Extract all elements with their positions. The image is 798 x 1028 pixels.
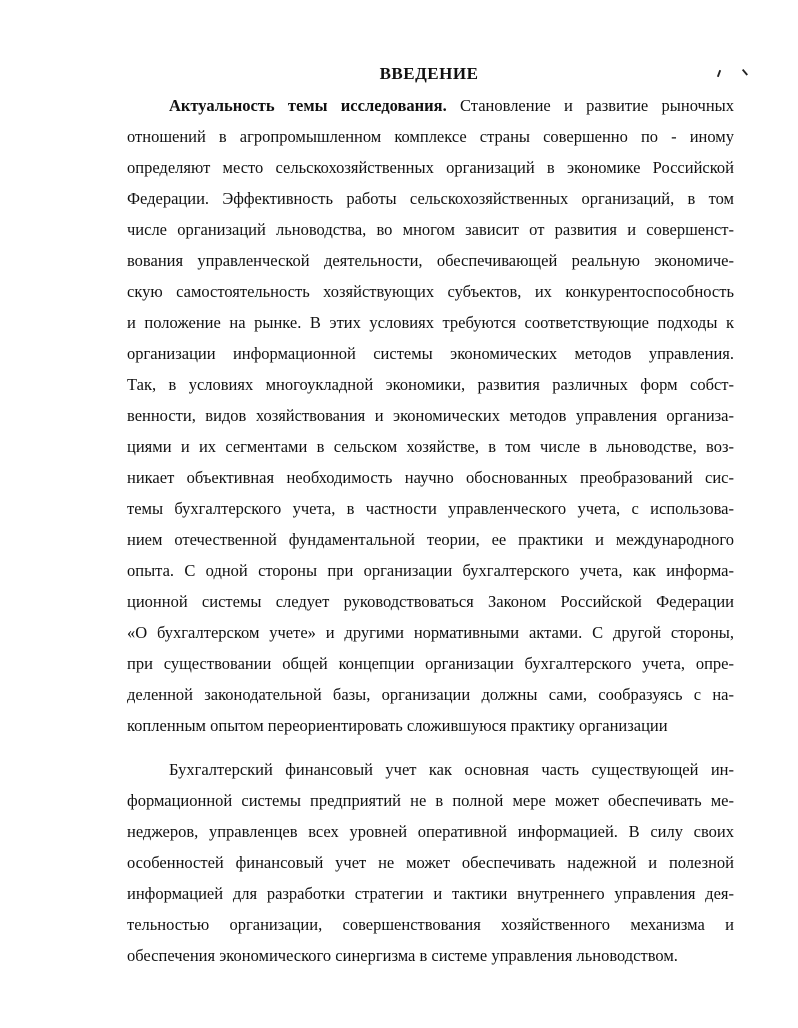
paragraph-line: обеспечения экономического синергизма в системе управления льноводством. (127, 946, 678, 965)
paragraph-line: неджеров, управленцев всех уровней оперативной информацией. В силу своих (127, 822, 734, 841)
paragraph-line: числе организаций льноводства, во многом зависит от развития и совершенст- (127, 220, 734, 239)
paragraph-line: вования управленческой деятельности, обеспечивающей реальную экономиче- (127, 251, 734, 270)
paragraph-line: Так, в условиях многоукладной экономики, развития различных форм собст- (127, 375, 734, 394)
paragraph-financial-accounting (127, 754, 734, 971)
paragraph-line: и положение на рынке. В этих условиях требуются соответствующие подходы к (127, 313, 734, 332)
paragraph-line: скую самостоятельность хозяйствующих субъектов, их конкурентоспособность (127, 282, 734, 301)
page-title: ВВЕДЕНИЕ (379, 64, 479, 83)
scan-mark: ╹ (711, 69, 724, 85)
paragraph-intro (127, 90, 734, 741)
paragraph-line: особенностей финансовый учет не может обеспечивать надежной и полезной (127, 853, 734, 872)
paragraph-line: опыта. С одной стороны при организации бухгалтерского учета, как информа- (127, 561, 734, 580)
paragraph-line: тельностью организации, совершенствования хозяйственного механизма и (127, 915, 734, 934)
paragraph-line: Федерации. Эффективность работы сельскохозяйственных организаций, в том (127, 189, 734, 208)
paragraph-line: «О бухгалтерском учете» и другими нормативными актами. С другой стороны, (127, 623, 734, 642)
paragraph-lead: Актуальность темы исследования. (169, 96, 447, 115)
paragraph-line: никает объективная необходимость научно обоснованных преобразований сис- (127, 468, 734, 487)
paragraph-line: деленной законодательной базы, организации должны сами, сообразуясь с на- (127, 685, 734, 704)
scan-mark: ╹ (740, 67, 755, 83)
paragraph-line: темы бухгалтерского учета, в частности управленческого учета, с использова- (127, 499, 734, 518)
paragraph-line: циями и их сегментами в сельском хозяйстве, в том числе в льноводстве, воз- (127, 437, 734, 456)
paragraph-line: венности, видов хозяйствования и экономических методов управления организа- (127, 406, 734, 425)
paragraph-line: формационной системы предприятий не в полной мере может обеспечивать ме- (127, 791, 734, 810)
paragraph-line: ционной системы следует руководствоваться Законом Российской Федерации (127, 592, 734, 611)
paragraph-line: определяют место сельскохозяйственных организаций в экономике Российской (127, 158, 734, 177)
paragraph-line (127, 90, 734, 121)
paragraph-line: копленным опытом переориентировать сложившуюся практику организации (127, 716, 668, 735)
paragraph-line: Бухгалтерский финансовый учет как основная часть существующей ин- (169, 760, 734, 779)
paragraph-line: при существовании общей концепции организации бухгалтерского учета, опре- (127, 654, 734, 673)
paragraph-line: информацией для разработки стратегии и тактики внутреннего управления дея- (127, 884, 734, 903)
paragraph-line-rest: Становление и развитие рыночных (446, 96, 735, 115)
paragraph-line: организации информационной системы экономических методов управления. (127, 344, 734, 363)
paragraph-line: отношений в агропромышленном комплексе страны совершенно по - иному (127, 127, 734, 146)
paragraph-line: нием отечественной фундаментальной теории, ее практики и международного (127, 530, 734, 549)
